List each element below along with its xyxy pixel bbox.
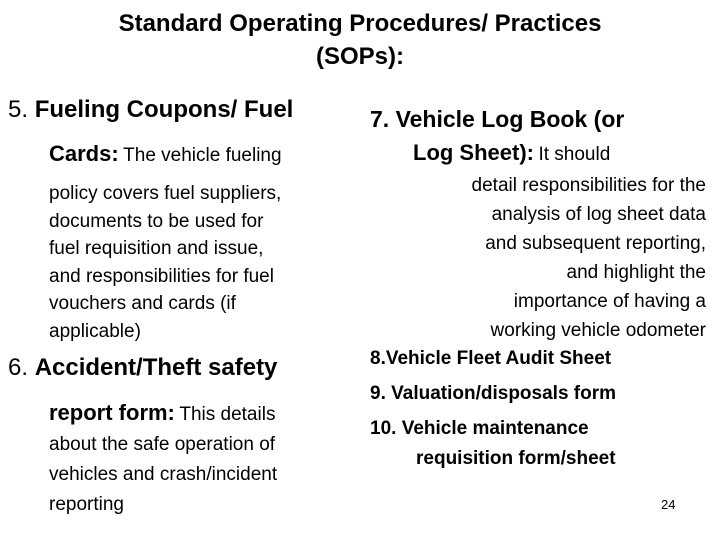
item7-body-line: analysis of log sheet data bbox=[491, 204, 706, 225]
item7-body-line: and subsequent reporting, bbox=[485, 233, 706, 254]
item7-heading-line2 bbox=[413, 140, 610, 166]
item9-text: 9. Valuation/disposals form bbox=[370, 383, 617, 404]
page-number: 24 bbox=[661, 497, 676, 512]
page-title-line2: (SOPs): bbox=[315, 43, 404, 70]
item5-number: 5. bbox=[8, 96, 29, 123]
item5-body bbox=[49, 180, 281, 345]
item5-heading-cards: Cards: bbox=[49, 141, 119, 166]
item6-body-line: about the safe operation of bbox=[49, 434, 276, 455]
item6-body-line: reporting bbox=[49, 494, 124, 515]
item7-heading-line1: 7. Vehicle Log Book (or bbox=[370, 106, 625, 132]
item5-body-line: documents to be used for bbox=[49, 210, 264, 232]
item7-body-line: working vehicle odometer bbox=[490, 320, 706, 341]
item7-lead-text: It should bbox=[538, 144, 611, 165]
item5-body-line: vouchers and cards (if bbox=[49, 293, 236, 314]
item6-heading-report: report form: bbox=[49, 400, 175, 425]
item6-heading-text: Accident/Theft safety bbox=[34, 354, 278, 381]
item7-body bbox=[472, 171, 706, 345]
item5-heading-text: Fueling Coupons/ Fuel bbox=[34, 96, 294, 123]
item6-heading-line1 bbox=[8, 354, 277, 382]
item5-heading-line1 bbox=[8, 96, 293, 124]
item7-body-line: importance of having a bbox=[513, 291, 706, 312]
item5-body-line: fuel requisition and issue, bbox=[49, 238, 264, 259]
item5-lead-text: The vehicle fueling bbox=[123, 145, 282, 166]
item5-body-line: and responsibilities for fuel bbox=[49, 265, 274, 287]
item6-lead-text: This details bbox=[179, 404, 276, 425]
item6-body bbox=[49, 430, 277, 520]
item6-heading-line2 bbox=[49, 400, 275, 426]
item6-number: 6. bbox=[8, 354, 29, 381]
item6-body-line: vehicles and crash/incident bbox=[49, 464, 278, 485]
item10-text-line1: 10. Vehicle maintenance bbox=[370, 418, 589, 439]
item10-text-line2: requisition form/sheet bbox=[416, 448, 616, 469]
item8-text: 8.Vehicle Fleet Audit Sheet bbox=[370, 348, 612, 369]
item5-body-line: policy covers fuel suppliers, bbox=[49, 183, 282, 204]
item7-body-line: detail responsibilities for the bbox=[471, 175, 706, 196]
page-title-line1: Standard Operating Procedures/ Practices bbox=[118, 10, 602, 37]
item7-heading-logsheet: Log Sheet): bbox=[413, 140, 534, 165]
item5-body-line: applicable) bbox=[49, 320, 141, 342]
item5-heading-line2 bbox=[49, 141, 282, 167]
item7-body-line: and highlight the bbox=[566, 262, 706, 283]
